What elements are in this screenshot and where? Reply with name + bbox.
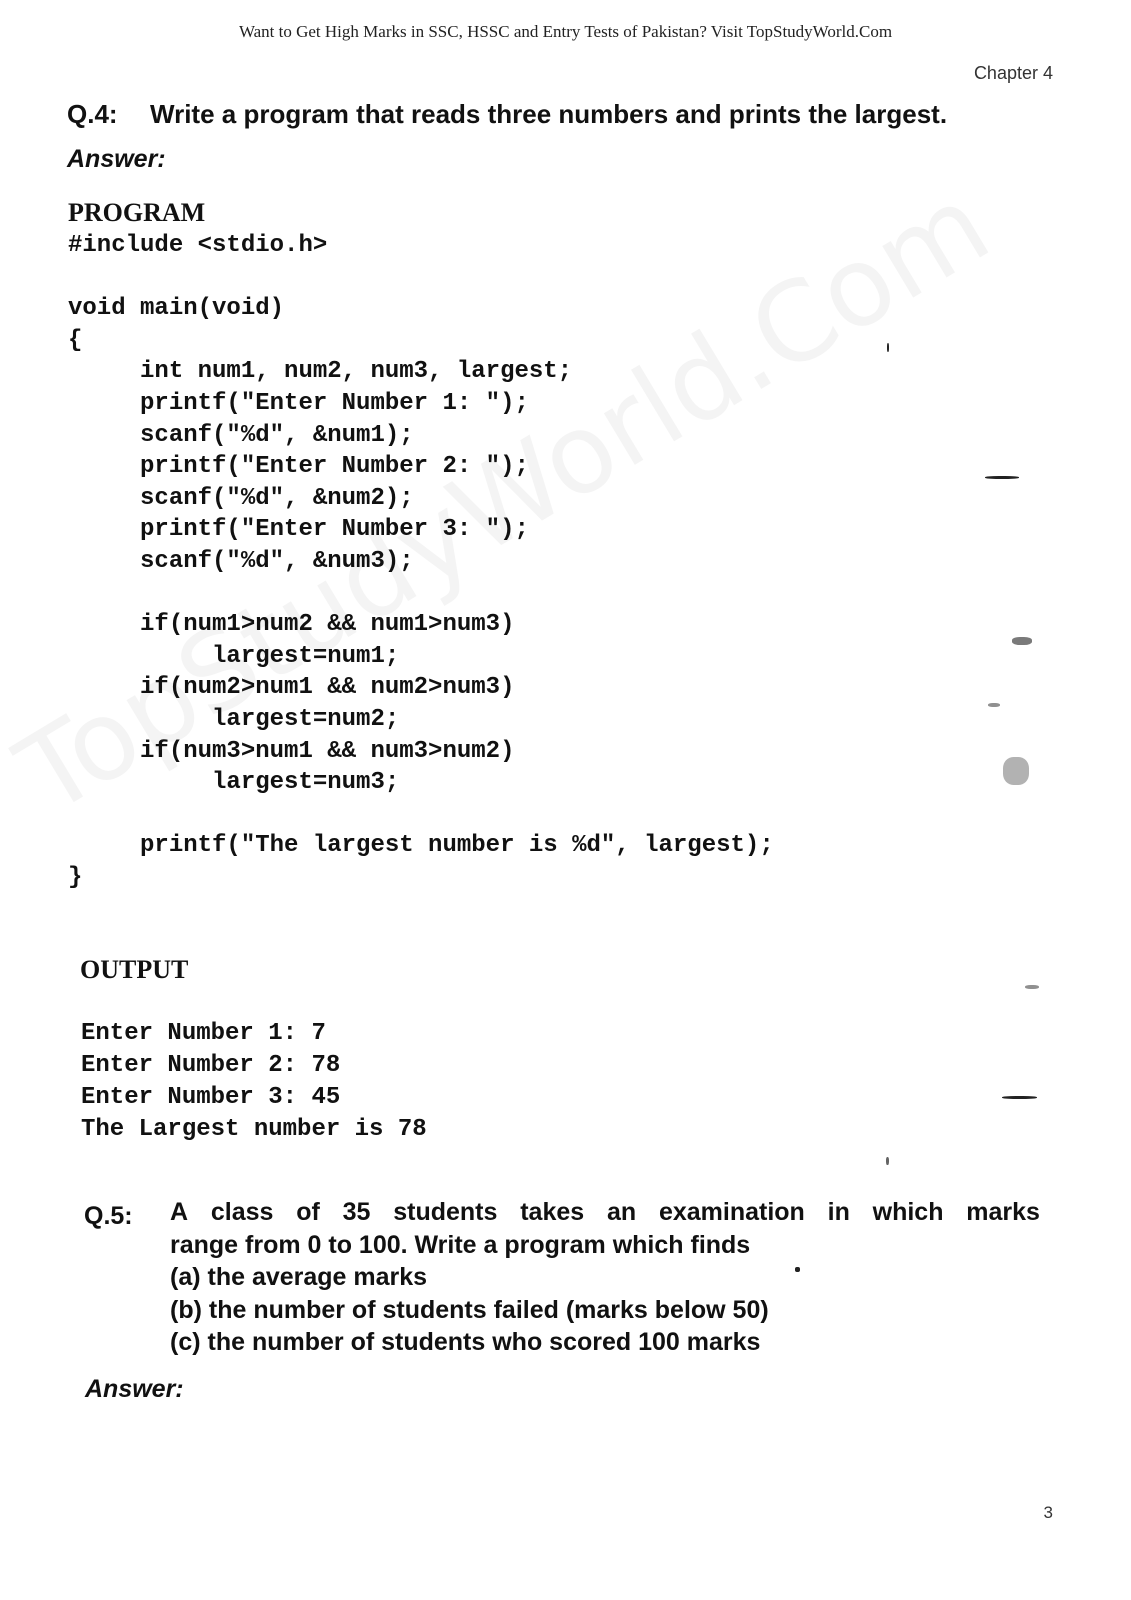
q5-word: marks — [966, 1198, 1040, 1226]
scan-speck — [1012, 637, 1032, 645]
q5-word: 35 — [342, 1198, 371, 1226]
q5-answer-label: Answer: — [85, 1375, 184, 1403]
program-output: Enter Number 1: 7 Enter Number 2: 78 Enter Number 3: 45 The Largest number is 78 — [81, 1020, 427, 1143]
scan-speck — [887, 343, 889, 352]
q5-word: students — [393, 1198, 498, 1226]
q4-question: Write a program that reads three numbers and prints the largest. — [150, 99, 948, 129]
q5-line-2: range from 0 to 100. Write a program which finds — [170, 1230, 751, 1259]
q5-word: an — [606, 1198, 637, 1226]
page-number: 3 — [1043, 1503, 1053, 1522]
q5-question — [170, 1196, 1040, 1359]
scan-speck — [795, 1267, 800, 1272]
q5-number: Q.5: — [84, 1202, 133, 1230]
q5-item-a: (a) the average marks — [170, 1263, 428, 1291]
scan-speck — [1002, 1096, 1037, 1099]
q5-word: in — [827, 1198, 850, 1226]
q4-number: Q.4: — [67, 99, 118, 129]
q5-item-c: (c) the number of students who scored 100 marks — [170, 1328, 761, 1356]
scan-speck — [985, 476, 1019, 479]
header-note: Want to Get High Marks in SSC, HSSC and Entry Tests of Pakistan? Visit TopStudyWorld.Com — [238, 22, 893, 41]
chapter-label: Chapter 4 — [973, 63, 1053, 83]
q5-word: which — [872, 1198, 944, 1226]
program-code: #include <stdio.h> void main(void) { int num1, num2, num3, largest; printf("Enter Number 1: "); scanf("%d", &num1); printf("Enter Number 2: "); scanf("%d", &num2); printf("Enter Number 3: "); scanf("%d", &num3); if(num1>num2 && num1>num3) largest=num1; if(num2>num1 && num2>num3) largest=num2; if(num3>num1 && num3>num2) largest=num3; printf("The largest number is %d", largest); } — [68, 232, 774, 891]
scan-speck — [1025, 985, 1039, 989]
q5-word: examination — [658, 1198, 805, 1226]
program-title: PROGRAM — [68, 198, 206, 227]
q5-word: of — [296, 1198, 320, 1226]
q5-word: class — [210, 1198, 274, 1226]
scan-speck — [886, 1157, 889, 1165]
scan-speck — [1003, 757, 1029, 785]
q5-item-b: (b) the number of students failed (marks below 50) — [170, 1295, 769, 1324]
scan-speck — [988, 703, 1000, 707]
q5-word: A — [170, 1198, 189, 1226]
output-title: OUTPUT — [80, 955, 189, 984]
q4-answer-label: Answer: — [67, 145, 166, 173]
q5-line-1 — [170, 1196, 1040, 1229]
q5-word: takes — [520, 1198, 585, 1226]
